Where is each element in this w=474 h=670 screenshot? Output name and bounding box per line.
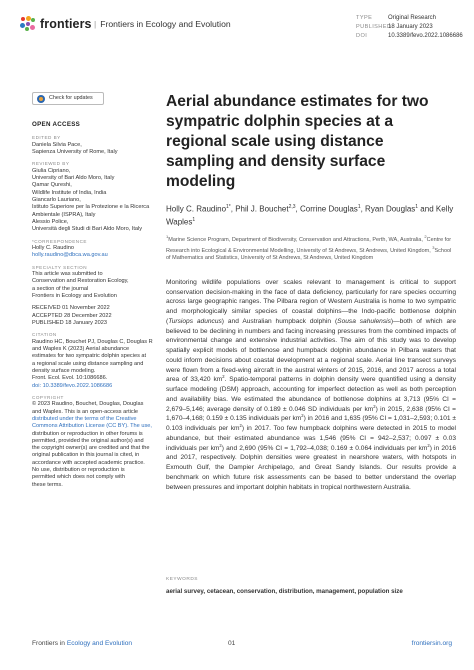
sidebar-line: estimates for two sympatric dolphin species at <box>32 353 147 360</box>
sidebar-line: Holly C. Raudino <box>32 245 74 252</box>
affiliation-3: School of Mathematics and Statistics, University of St Andrews, St Andrews, United Kingdom <box>166 247 452 261</box>
author-link[interactable]: Corrine Douglas <box>300 204 358 214</box>
check-for-updates-button[interactable]: Check for updates <box>32 92 104 105</box>
affiliation-1: Marine Science Program, Department of Biodiversity, Conservation and Attractions, Perth, WA, Australia, <box>168 237 423 244</box>
sidebar-line: RECEIVED 01 November 2022 <box>32 305 110 312</box>
sidebar-section <box>32 239 154 260</box>
author-link[interactable]: Holly C. Raudino <box>166 204 227 214</box>
logo-text: frontiers <box>40 17 92 31</box>
sidebar-line: Giulia Cipriano, <box>32 167 71 174</box>
sidebar-line: density surface modeling. <box>32 367 96 374</box>
sidebar-line: and Waples. This is an open-access article <box>32 408 139 415</box>
sidebar-line: the copyright owner(s) are credited and that the <box>32 445 150 452</box>
sidebar-line: No use, distribution or reproduction is <box>32 466 125 473</box>
sidebar-line[interactable]: holly.raudino@dbca.wa.gov.au <box>32 252 108 259</box>
author-link[interactable]: Kelly Waples <box>166 204 454 227</box>
sidebar-line: Qamar Qureshi, <box>32 182 72 189</box>
sidebar-line: permitted, provided the original author(s) and <box>32 437 144 444</box>
sidebar-line[interactable]: doi: 10.3389/fevo.2022.1086686 <box>32 382 113 389</box>
article-meta <box>356 14 468 41</box>
sidebar-line: University of Bari Aldo Moro, Italy <box>32 175 115 182</box>
site-link[interactable]: frontiersin.org <box>411 640 452 647</box>
author-link[interactable]: Phil J. Bouchet <box>235 204 289 214</box>
sidebar-line: Università degli Studi di Bari Aldo Moro, Italy <box>32 226 143 233</box>
journal-link[interactable]: | Frontiers in Ecology and Evolution <box>94 19 231 29</box>
sidebar-line: Frontiers in Ecology and Evolution <box>32 293 117 300</box>
sidebar-section-heading: *CORRESPONDENCE <box>32 238 87 244</box>
sidebar-section <box>32 305 154 327</box>
sidebar-line: distribution or reproduction in other forums is <box>32 430 143 437</box>
page-header <box>0 0 474 58</box>
meta-doi: DOI 10.3389/fevo.2022.1086686 <box>356 33 463 39</box>
sidebar-section <box>32 265 154 301</box>
sidebar-section <box>32 332 154 390</box>
author-link[interactable]: Ryan Douglas <box>365 204 416 214</box>
sidebar-line: Istituto Superiore per la Protezione e la Ricerca <box>32 204 150 211</box>
sidebar-line: © 2023 Raudino, Bouchet, Douglas, Douglas <box>32 401 144 408</box>
sidebar-line: Sapienza University of Rome, Italy <box>32 149 118 156</box>
article-main <box>166 92 456 595</box>
sidebar-line: Front. Ecol. Evol. 10:1086686. <box>32 375 108 382</box>
sidebar-line[interactable]: Commons Attribution License (CC BY). The use, <box>32 423 152 430</box>
sidebar-line: original publication in this journal is cited, in <box>32 452 140 459</box>
sidebar-line[interactable]: distributed under the terms of the Creative <box>32 415 137 422</box>
sidebar-line: Wildlife Institute of India, India <box>32 189 107 196</box>
abstract: Monitoring wildlife populations over scales relevant to management is critical to support conservation decision-making in the face of data deficiency, particularly for rare species occurring across large geographic ranges. The Pilbara region of Western Australia is home to two sympatric and morphologically similar species of coastal dolphins—the Indo-pacific bottlenose dolphin (Tursiops aduncus) and Australian humpback dolphin (Sousa sahulensis)—both of which are believed to be declining in numbers and facing increasing pressures from the combined impacts of environmental change and extensive industrial activities. The aim of this study was to develop spatially explicit models of bottlenose and humpback dolphin abundance in Pilbara waters that could inform decisions about coastal development at a regional scale. Aerial line transect surveys were flown from a fixed-wing aircraft in the austral winters of 2015, 2016, and 2017 across a total area of 33,420 $km^2$. Spatio-temporal patterns in dolphin density were quantified using a density surface modeling (DSM) approach, accounting for imperfect detection as well as both perception and availability bias. We estimated the abundance of bottlenose dolphins at 3,713 (95% CI = 2,679–5,146; average density of 0.189 ± 0.046 SD individuals per $km^2$) in 2015, 2,638 (95% CI = 1,670–4,168; 0.159 ± 0.135 individuals per $km^2$) in 2016 and 1,635 (95% CI = 1,031–2,593; 0.101 ± 0.103 individuals per $km^2$) in 2017. Too few humpback dolphins were detected in 2015 to model abundance, but their estimated abundance was 1,546 (95% CI = 942–2,537; 0.097 ± 0.03 individuals per $km^2$) and 2,690 (95% CI = 1,792–4,038; 0.169 ± 0.064 individuals per $km^2$) in 2016 and 2017, respectively. Dolphin densities were greatest in nearshore waters, with hotspots in Exmouth Gulf, the Dampier Archipelago, and Great Sandy Islands. Our results provide a benchmark on which future risk assessments can be based to better understand the overlap between pressures and important dolphin habitats in tropical northwestern Australia. <box>166 278 456 491</box>
frontiers-logo-icon <box>20 16 36 32</box>
sidebar-section-heading: COPYRIGHT <box>32 394 64 400</box>
sidebar-line: permitted which does not comply with <box>32 474 125 481</box>
journal-link-label: Frontiers in Ecology and Evolution <box>100 19 231 29</box>
sidebar-section-heading: CITATION <box>32 332 57 338</box>
keywords-heading: KEYWORDS <box>166 576 198 582</box>
footer-journal: Frontiers in Ecology and Evolution <box>32 640 133 647</box>
meta-type: TYPE Original Research <box>356 15 437 21</box>
sidebar-section <box>32 135 154 156</box>
frontiers-logo[interactable] <box>20 16 92 32</box>
sidebar-section-heading: SPECIALTY SECTION <box>32 264 88 270</box>
sidebar-line: Ambientale (ISPRA), Italy <box>32 211 96 218</box>
check-updates-icon <box>37 95 45 103</box>
article-title: Aerial abundance estimates for two sympatric dolphin species at a regional scale using distance sampling and density surface modeling <box>166 93 429 190</box>
sidebar-line: these terms. <box>32 481 63 488</box>
sidebar-section <box>32 395 154 489</box>
affiliations: $^1$Marine Science Program, Department of Biodiversity, Conservation and Attractions, Perth, WA, Australia, $^2$Centre for Research into Ecological & Environmental Modelling, University of St Andrews, St Andrews, United Kingdom, $^3$School of Mathematics and Statistics, University of St Andrews, St Andrews, United Kingdom <box>166 234 452 261</box>
sidebar-section-heading: EDITED BY <box>32 135 61 141</box>
keywords: aerial survey, cetacean, conservation, distribution, management, population size <box>166 587 403 595</box>
sidebar-line: and Waples K (2023) Aerial abundance <box>32 346 130 353</box>
sidebar-line: Daniela Silvia Pace, <box>32 141 82 148</box>
sidebar-line: a regional scale using distance sampling and <box>32 360 144 367</box>
sidebar-line: Conservation and Restoration Ecology, <box>32 278 129 285</box>
affiliation-2: Centre for Research into Ecological & Environmental Modelling, University of St Andrews, St Andrews, United Kingdom, <box>166 237 452 254</box>
sidebar-line: Raudino HC, Bouchet PJ, Douglas C, Douglas R <box>32 338 153 345</box>
sidebar-sections <box>32 135 154 489</box>
sidebar-line: This article was submitted to <box>32 271 103 278</box>
sidebar-line: a section of the journal <box>32 285 89 292</box>
sidebar-line: ACCEPTED 28 December 2022 <box>32 312 112 319</box>
sidebar-line: accordance with accepted academic practice. <box>32 459 145 466</box>
page-number: 01 <box>228 640 236 647</box>
sidebar-line: PUBLISHED 18 January 2023 <box>32 319 107 326</box>
sidebar-line: Alessio Police, <box>32 218 69 225</box>
sidebar-section-heading: REVIEWED BY <box>32 161 70 167</box>
author-list: Holly C. Raudino$^{1*}$, Phil J. Bouchet$^{2,3}$, Corrine Douglas$^1$, Ryan Douglas$^1$ and Kelly Waples$^1$ <box>166 204 454 227</box>
article-sidebar <box>32 92 154 494</box>
meta-published: PUBLISHED 18 January 2023 <box>356 24 433 30</box>
open-access-label: OPEN ACCESS <box>32 121 81 128</box>
sidebar-section <box>32 161 154 233</box>
sidebar-line: Giancarlo Lauriano, <box>32 197 81 204</box>
